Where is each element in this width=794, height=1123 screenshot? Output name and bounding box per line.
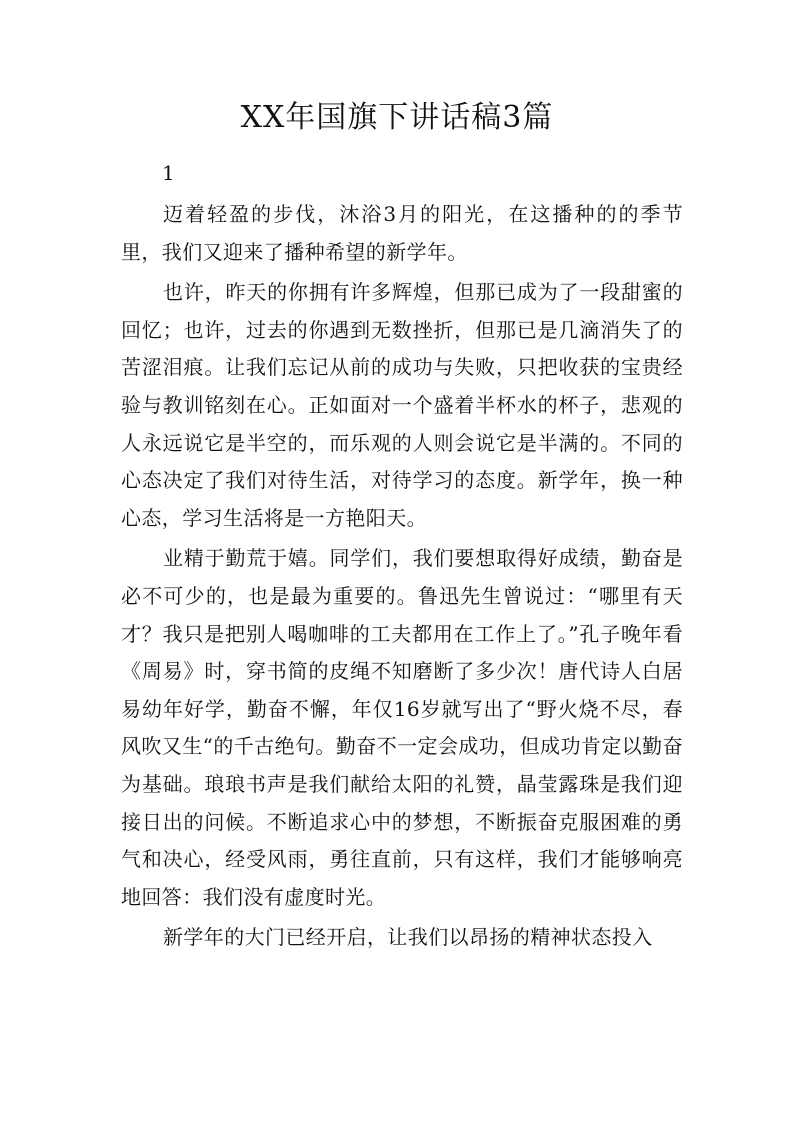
paragraph: 也许，昨天的你拥有许多辉煌，但那已成为了一段甜蜜的回忆；也许，过去的你遇到无数挫折，但那已是几滴消失了的苦涩泪痕。让我们忘记从前的成功与失败，只把收获的宝贵经验与教训铭刻在心。正如面对一个盛着半杯水的杯子，悲观的人永远说它是半空的，而乐观的人则会说它是半满的。不同的心态决定了我们对待生活，对待学习的态度。新学年，换一种心态，学习生活将是一方艳阳天。 [121, 280, 683, 530]
paragraph: 业精于勤荒于嬉。同学们，我们要想取得好成绩，勤奋是必不可少的，也是最为重要的。鲁迅先生曾说过：“哪里有天才？我只是把别人喝咖啡的工夫都用在工作上了。”孔子晚年看《周易》时，穿书简的皮绳不知磨断了多少次！唐代诗人白居易幼年好学，勤奋不懈，年仅16岁就写出了“野火烧不尽，春风吹又生“的千古绝句。勤奋不一定会成功，但成功肯定以勤奋为基础。琅琅书声是我们献给太阳的礼赞，晶莹露珠是我们迎接日出的问候。不断追求心中的梦想，不断振奋克服困难的勇气和决心，经受风雨，勇往直前，只有这样，我们才能够响亮地回答：我们没有虚度时光。 [121, 546, 683, 909]
paragraph: 迈着轻盈的步伐，沐浴3月的阳光，在这播种的的季节里，我们又迎来了播种希望的新学年。 [121, 202, 683, 264]
document-title: XX年国旗下讲话稿3篇 [240, 100, 554, 135]
paragraph: 新学年的大门已经开启，让我们以昂扬的精神状态投入 [163, 925, 653, 950]
section-number: 1 [162, 161, 175, 185]
document-body [121, 196, 683, 960]
